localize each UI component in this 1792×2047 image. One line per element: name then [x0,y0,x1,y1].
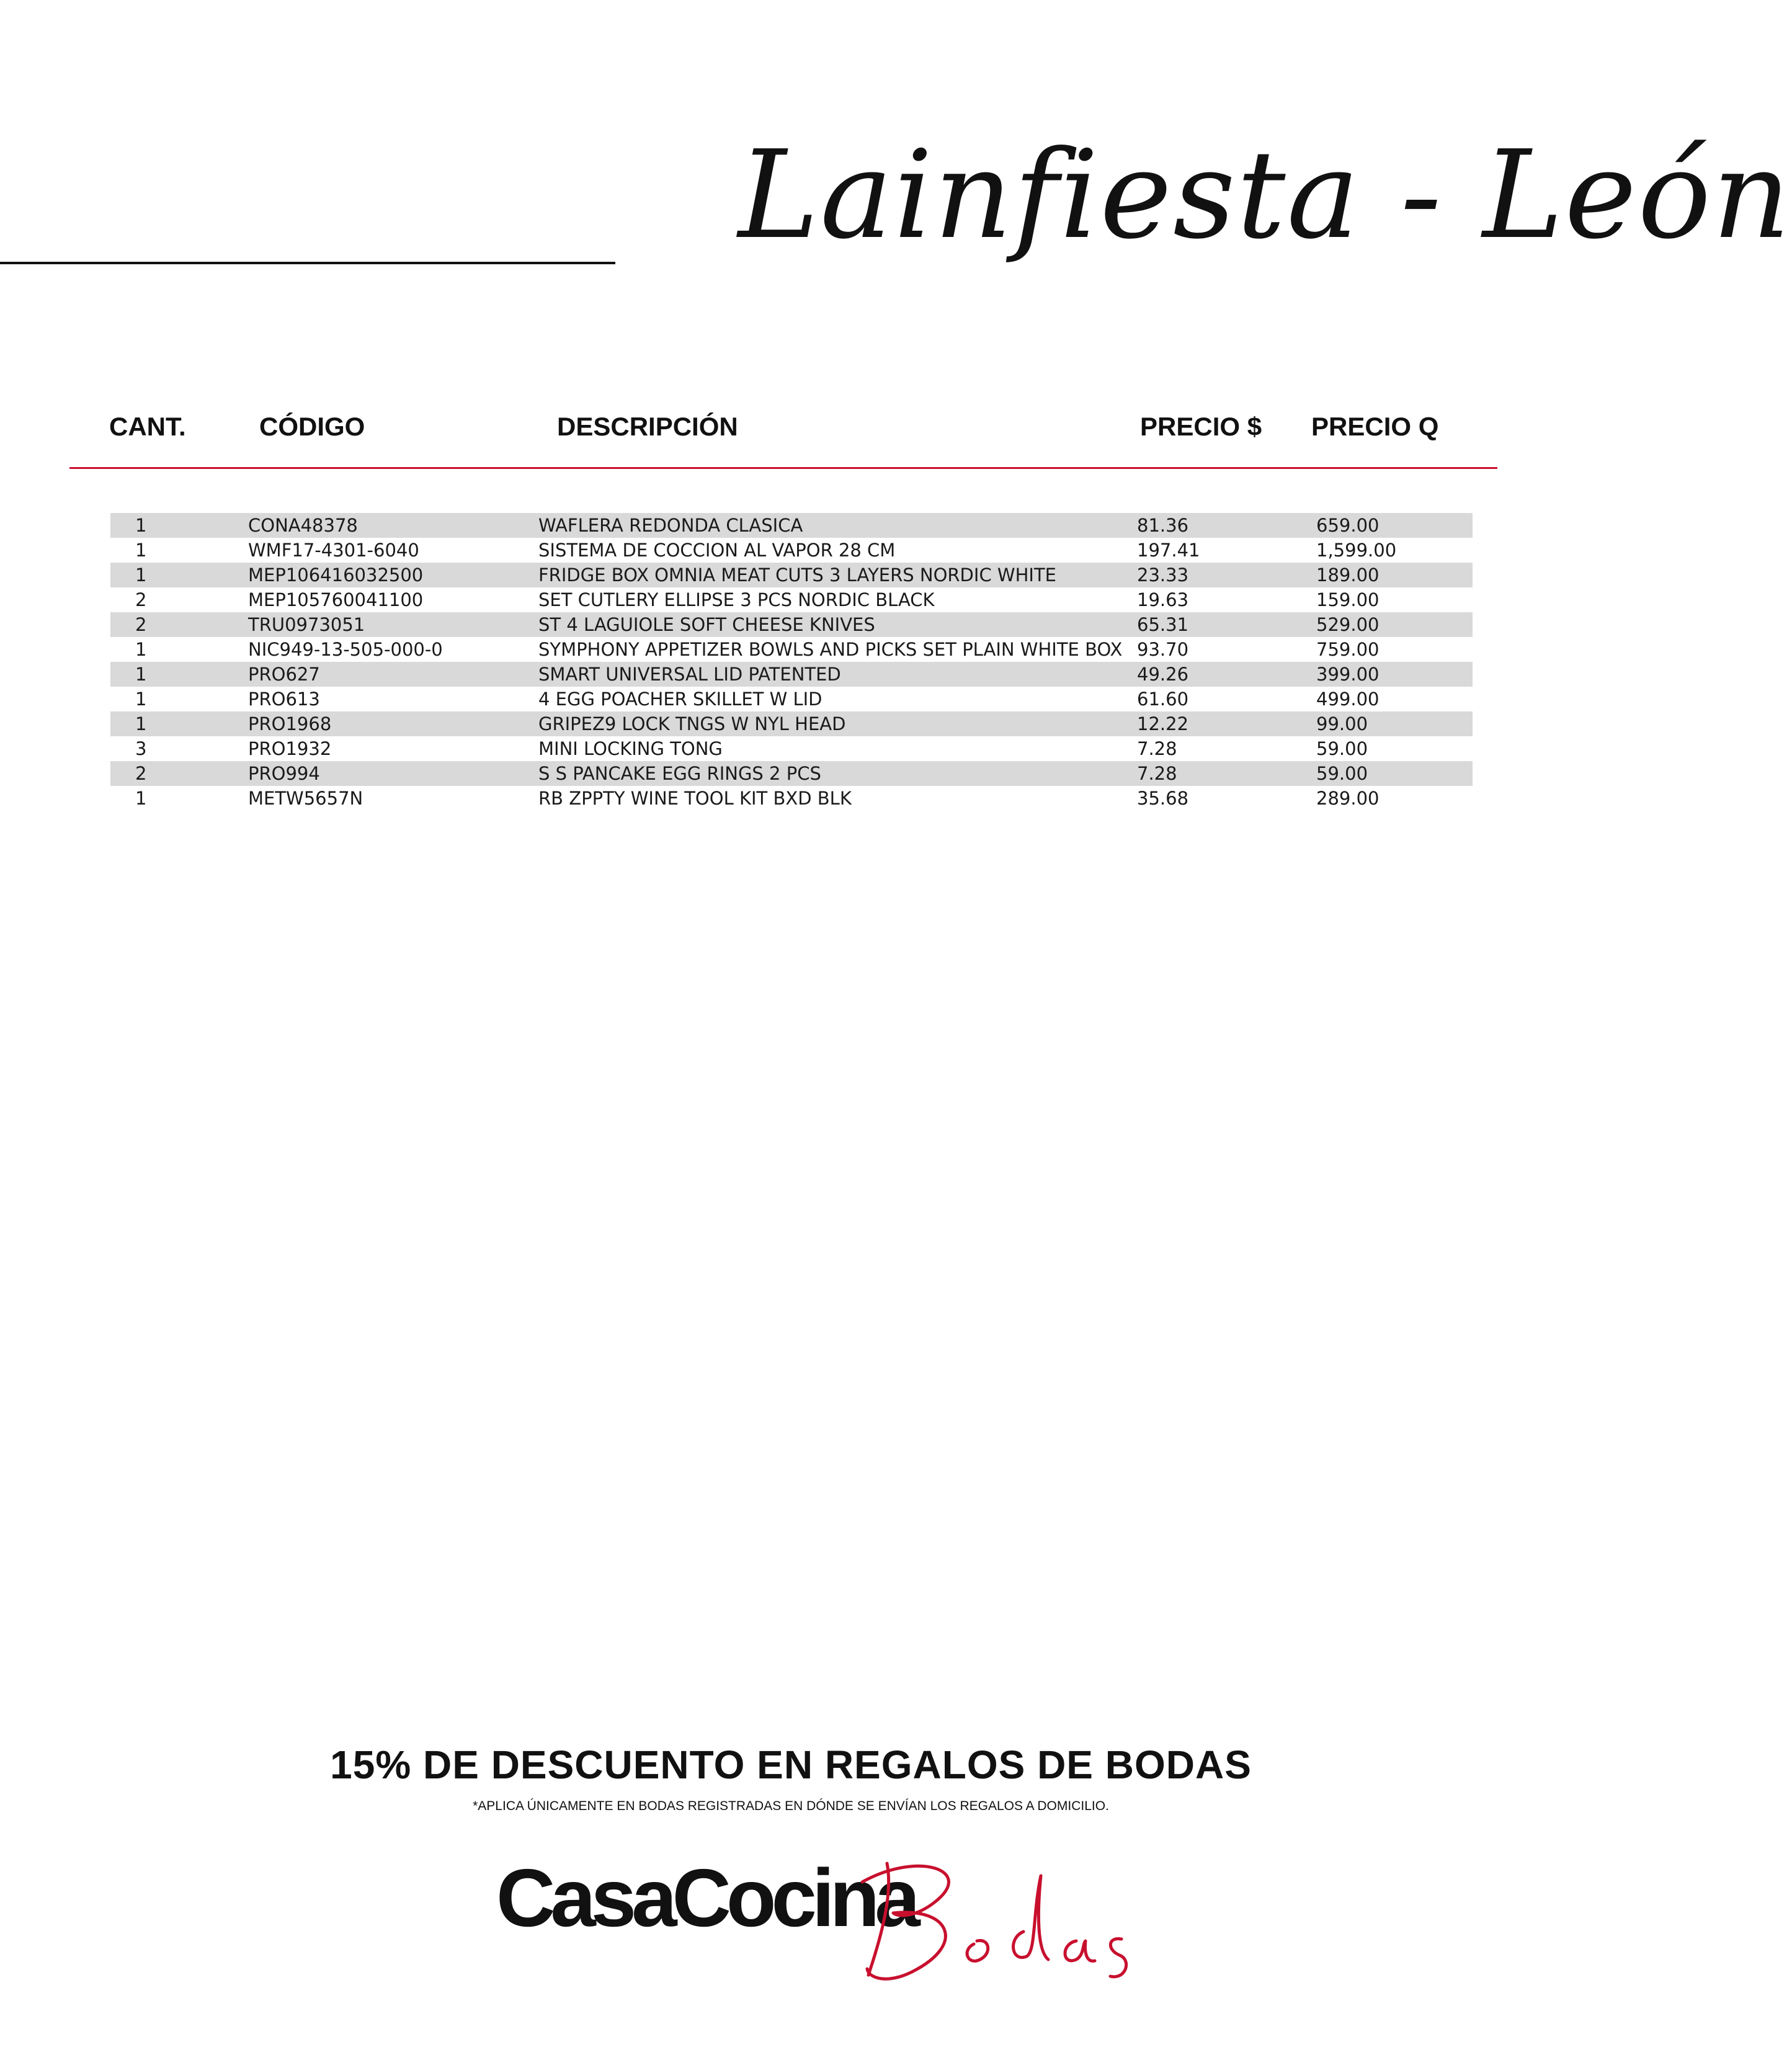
item-description: ST 4 LAGUIOLE SOFT CHEESE KNIVES [538,614,875,635]
item-description: SISTEMA DE COCCION AL VAPOR 28 CM [538,540,896,561]
item-code: NIC949-13-505-000-0 [248,639,443,660]
item-qty: 2 [135,763,147,784]
item-price-usd: 65.31 [1137,614,1189,635]
item-price-gtq: 759.00 [1316,639,1380,660]
item-price-gtq: 159.00 [1316,589,1380,610]
item-code: METW5657N [248,788,363,809]
casacocina-bodas-logo [496,1836,1154,1997]
item-price-gtq: 99.00 [1316,713,1368,734]
item-description: SMART UNIVERSAL LID PATENTED [538,664,841,685]
item-qty: 1 [135,689,147,710]
item-qty: 1 [135,664,147,685]
column-header-description: DESCRIPCIÓN [557,412,738,441]
item-qty: 3 [135,738,147,759]
item-code: MEP106416032500 [248,564,424,586]
item-description: GRIPEZ9 LOCK TNGS W NYL HEAD [538,713,846,734]
item-price-usd: 7.28 [1137,738,1177,759]
item-description: SET CUTLERY ELLIPSE 3 PCS NORDIC BLACK [538,589,935,610]
item-description: WAFLERA REDONDA CLASICA [538,515,803,536]
item-price-usd: 7.28 [1137,763,1177,784]
item-qty: 1 [135,639,147,660]
item-code: PRO994 [248,763,320,784]
item-qty: 1 [135,713,147,734]
column-header-code: CÓDIGO [259,412,365,441]
gift-items-table [110,513,1473,811]
item-price-gtq: 529.00 [1316,614,1380,635]
item-price-usd: 23.33 [1137,564,1189,586]
item-price-usd: 35.68 [1137,788,1189,809]
table-row [110,513,1473,538]
table-row [110,761,1473,786]
brand-wordmark: CasaCocina [496,1852,916,1943]
item-price-gtq: 289.00 [1316,788,1380,809]
discount-footnote: *APLICA ÚNICAMENTE EN BODAS REGISTRADAS EN DÓNDE SE ENVÍAN LOS REGALOS A DOMICILIO. [473,1799,1109,1813]
item-code: TRU0973051 [248,614,365,635]
discount-promo: 15% DE DESCUENTO EN REGALOS DE BODAS [330,1742,1252,1787]
table-row [110,736,1473,761]
item-description: SYMPHONY APPETIZER BOWLS AND PICKS SET PLAIN WHITE BOX [538,639,1123,660]
item-price-gtq: 59.00 [1316,763,1368,784]
item-code: WMF17-4301-6040 [248,540,419,561]
item-price-usd: 49.26 [1137,664,1189,685]
table-row [110,563,1473,587]
item-price-usd: 12.22 [1137,713,1189,734]
table-row [110,612,1473,637]
table-row [110,662,1473,687]
item-code: PRO1968 [248,713,332,734]
table-row [110,786,1473,811]
item-code: PRO627 [248,664,320,685]
item-qty: 2 [135,589,147,610]
table-row [110,687,1473,711]
item-price-usd: 197.41 [1137,540,1200,561]
item-qty: 2 [135,614,147,635]
item-price-usd: 93.70 [1137,639,1189,660]
item-price-gtq: 399.00 [1316,664,1380,685]
item-price-usd: 19.63 [1137,589,1189,610]
item-price-gtq: 659.00 [1316,515,1380,536]
table-row [110,711,1473,736]
item-code: PRO613 [248,689,320,710]
item-description: MINI LOCKING TONG [538,738,723,759]
item-code: MEP105760041100 [248,589,424,610]
item-description: 4 EGG POACHER SKILLET W LID [538,689,822,710]
item-qty: 1 [135,515,147,536]
item-code: PRO1932 [248,738,332,759]
header-divider [0,262,615,264]
item-price-gtq: 1,599.00 [1316,540,1397,561]
item-price-gtq: 499.00 [1316,689,1380,710]
table-row [110,538,1473,563]
column-header-qty: CANT. [109,412,186,441]
item-price-gtq: 59.00 [1316,738,1368,759]
item-description: FRIDGE BOX OMNIA MEAT CUTS 3 LAYERS NORDIC WHITE [538,564,1056,586]
item-description: RB ZPPTY WINE TOOL KIT BXD BLK [538,788,852,809]
table-row [110,637,1473,662]
item-qty: 1 [135,564,147,586]
column-header-divider [69,467,1497,469]
item-description: S S PANCAKE EGG RINGS 2 PCS [538,763,821,784]
item-qty: 1 [135,540,147,561]
column-header-price-usd: PRECIO $ [1140,412,1262,441]
item-price-usd: 81.36 [1137,515,1189,536]
bodas-script-logo [844,1839,1154,1994]
table-row [110,587,1473,612]
column-header-price-gtq: PRECIO Q [1311,412,1439,441]
item-qty: 1 [135,788,147,809]
couple-name-title: Lainfiesta - León [738,125,1792,266]
item-price-gtq: 189.00 [1316,564,1380,586]
item-code: CONA48378 [248,515,358,536]
item-price-usd: 61.60 [1137,689,1189,710]
